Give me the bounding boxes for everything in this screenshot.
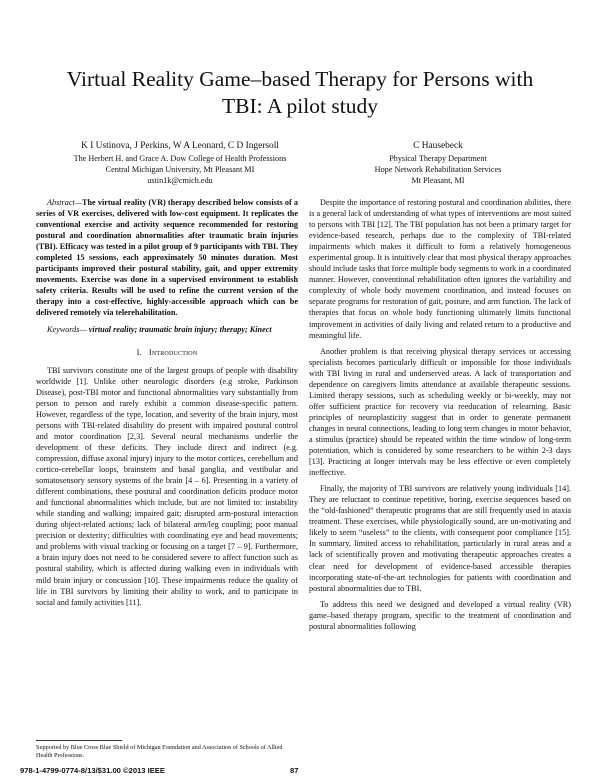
footer-isbn: 978-1-4799-0774-8/13/$31.00 ©2013 IEEE <box>20 766 165 775</box>
page-number: 87 <box>290 766 299 775</box>
keywords-text: virtual reality; traumatic brain injury; therapy; Kinect <box>86 324 272 334</box>
author-block-left <box>52 140 308 186</box>
author-block-right <box>318 140 558 186</box>
body-paragraph: To address this need we designed and developed a virtual reality (VR) game–based therapy program, specific to the treatment of coordination and postural abnormalities following <box>309 599 571 631</box>
footnote: Supported by Blue Cross Blue Shield of Michigan Foundation and Association of Schools of Allied Health Professions. <box>36 744 283 759</box>
right-column <box>309 197 571 637</box>
abstract-text: The virtual reality (VR) therapy described below consists of a series of VR exercises, delivered with low-cost equipment. It replicates the conventional exercise and activity sequence recommended for restoring postural and coordination abnormalities after traumatic brain injuries (TBI). Efficacy was tested in a pilot group of 9 participants with TBI. They completed 15 sessions, each approximately 50 minutes duration. Most participants improved their postural stability, gait, and upper extremity movements. Exercise was done in a supervised environment to establish safety criteria. Results will be used to refine the current version of the therapy into a cost-effective, highly-accessible approach which can be delivered remotely via telerehabilitation. <box>36 198 298 318</box>
title-line-1: Virtual Reality Game–based Therapy for Persons with <box>66 67 534 91</box>
section-title: Introduction <box>148 347 198 357</box>
author-affiliation: The Herbert H. and Grace A. Dow College of Health Professions <box>73 154 287 163</box>
author-affiliation: Mt Pleasant, MI <box>411 176 465 185</box>
paper-title <box>30 66 570 120</box>
body-paragraph: TBI survivors constitute one of the largest groups of people with disability worldwide [1]. Unlike other neurologic disorders (e.g stroke, Parkinson Disease), post-TBI motor and functional abnormalities vary substantially from person to person and rarely exhibit a common disease-specific pattern. However, regardless of the type, location, and severity of the brain injury, most persons with TBI-related disability do present with impaired postural control and motor coordination [2,3]. Several neural mechanisms underlie the development of these deficits. They include direct and indirect (e.g. compression, diffuse axonal injury) injury to the motor cortices, cerebellum and cortico-cerebellar loops, brainstem and basal ganglia, and vestibular and somatosensory sensory systems of the brain [4 – 6]. Presenting in a variety of different combinations, these postural and coordination deficits produce motor and functional abnormalities which include, but are not limited to: instability while standing and walking; impaired gait; disrupted arm-postural interaction during object-related actions; lack of bilateral arm/leg coupling; poor manual precision or dexterity; difficulties with coordinating eye and head movements; and problems with visual tracking or focusing on a target [7 – 9]. Furthermore, a brain injury does not need to be considered severe to affect function such as postural stability, which is affected during walking even in individuals with mild brain injury or concussion [10]. These impairments reduce the quality of life in TBI survivors by limiting their ability to work, and to participate in social and family activities [11]. <box>36 365 298 607</box>
abstract <box>36 197 298 319</box>
title-line-2: TBI: A pilot study <box>222 94 378 118</box>
body-paragraph: Another problem is that receiving physical therapy services or accessing specialists becomes particularly difficult or impossible for those individuals with TBI living in rural and underserved areas. A lack of transportation and dependence on caregivers limits attendance at available therapeutic sessions. Limited therapy sessions, such as scheduling weekly or bi-weekly, may not offer sufficient practice for recovery via reeducation of relearning. Basic principles of neuroplasticity suggest that in order to generate permanent changes in neural connections, leading to long term changes in motor behavior, a stimulus (practice) should be repeated within the time window of long-term potentiation, which is considered by some researchers to be within 2-3 days [13]. Practicing at longer intervals may be less effective or even completely ineffective. <box>309 346 571 478</box>
body-paragraph: Despite the importance of restoring postural and coordination abilities, there is a general lack of understanding of what types of interventions are most suited to persons with TBI [12]. The TBI population has not been a primary target for evidence-based research, perhaps due to the complexity of TBI-related impairments which makes it difficult to form a relatively homogeneous experimental group. It is intuitively clear that most physical therapy approaches should include tasks that force multiple body segments to work in a coordinated manner. However, conventional rehabilitation often ignores the variability and complexity of whole body movement coordination, and instead focuses on separate programs for restoration of gait, posture, and arm function. The lack of therapies that focus on whole body functioning ultimately limits functional improvement in activities of daily living and related return to a productive and meaningful life. <box>309 198 571 340</box>
keywords-label: Keywords— <box>47 324 87 334</box>
keywords <box>36 324 298 335</box>
footnote-divider <box>36 740 122 741</box>
author-names: C Hausebeck <box>413 141 463 151</box>
left-column <box>36 197 298 613</box>
author-affiliation: Physical Therapy Department <box>389 154 487 163</box>
author-email: ustin1k@cmich.edu <box>147 176 213 185</box>
section-heading <box>36 347 298 358</box>
author-affiliation: Central Michigan University, Mt Pleasant MI <box>105 165 255 174</box>
author-affiliation: Hope Network Rehabilitation Services <box>374 165 502 174</box>
section-numeral: I. <box>136 347 142 357</box>
abstract-label: Abstract— <box>47 198 83 207</box>
author-names: K I Ustinova, J Perkins, W A Leonard, C D Ingersoll <box>81 141 279 151</box>
body-paragraph: Finally, the majority of TBI survivors are relatively young individuals [14]. They are reluctant to continue repetitive, boring, exercise sequences based on the “old-fashioned” therapeutic programs that are still frequently used in ataxia treatment. These exercises, while physiologically sound, are un-motivating and likely to seem “useless” to the clients, with consequent poor compliance [15]. In summary, limited access to rehabilitation, particularly in rural areas and a lack of scientifically proven and motivating therapeutic approaches creates a clear need for development of evidence-based accessible therapies incorporating state-of-the-art technologies for patients with coordination and postural abnormalities due to TBI. <box>309 484 571 593</box>
